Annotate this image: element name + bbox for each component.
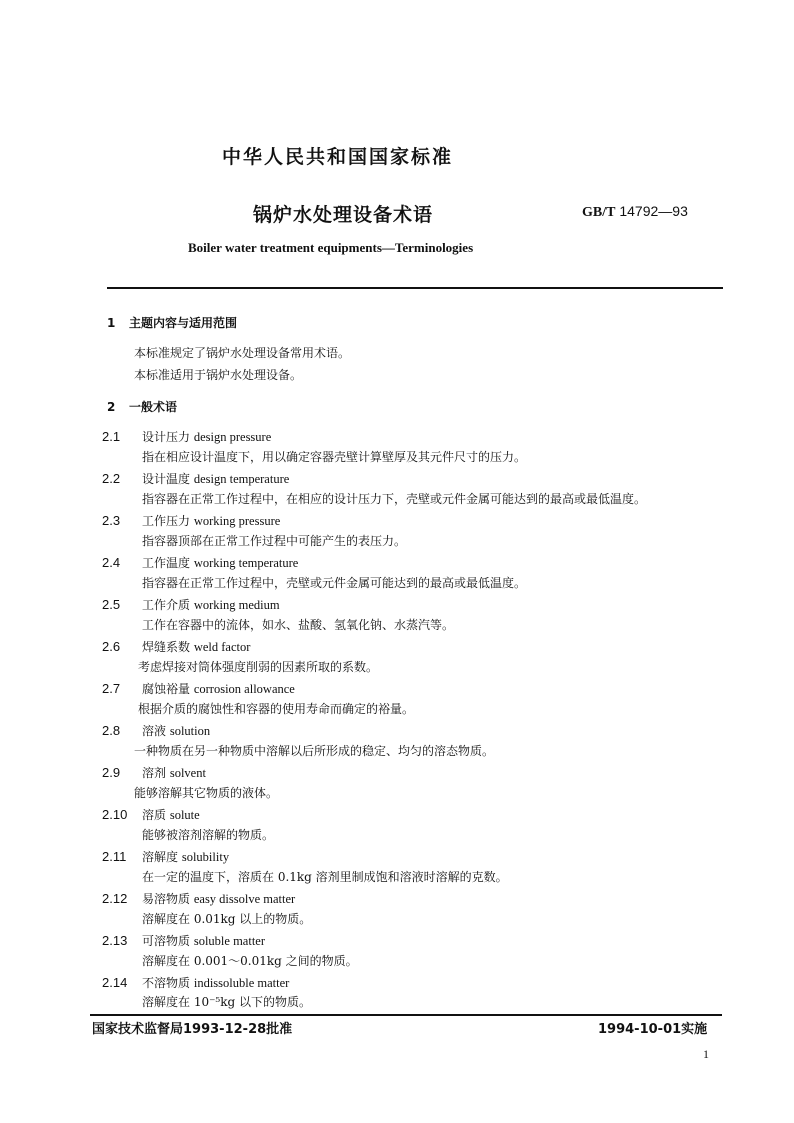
term-en: weld factor bbox=[193, 640, 251, 654]
section-number: 1 bbox=[107, 316, 116, 330]
term-number: 2.13 bbox=[102, 933, 128, 948]
term-definition: 在一定的温度下，溶质在 0.1kg 溶剂里制成饱和溶液时溶解的克数。 bbox=[142, 870, 508, 884]
term-en: solvent bbox=[169, 766, 206, 780]
standard-prefix: GB/T bbox=[582, 205, 616, 220]
term-number: 2.8 bbox=[102, 723, 121, 738]
term-number: 2.14 bbox=[102, 975, 128, 990]
term-number: 2.1 bbox=[102, 429, 121, 444]
term-definition: 一种物质在另一种物质中溶解以后所形成的稳定、均匀的溶态物质。 bbox=[134, 744, 495, 758]
term-en: solution bbox=[169, 724, 211, 738]
term-en: design pressure bbox=[193, 430, 272, 444]
section-1-paragraph-1: 本标准规定了锅炉水处理设备常用术语。 bbox=[134, 346, 351, 360]
term-definition: 指容器在正常工作过程中，壳壁或元件金属可能达到的最高或最低温度。 bbox=[142, 576, 527, 590]
term-zh: 工作温度 bbox=[142, 556, 191, 570]
term-heading bbox=[102, 722, 210, 739]
term-number: 2.6 bbox=[102, 639, 121, 654]
term-zh: 设计压力 bbox=[142, 430, 191, 444]
section-title: 一般术语 bbox=[129, 400, 178, 414]
term-heading bbox=[102, 764, 206, 781]
term-heading bbox=[102, 806, 200, 823]
term-en: working pressure bbox=[193, 514, 281, 528]
term-definition: 根据介质的腐蚀性和容器的使用寿命而确定的裕量。 bbox=[138, 702, 415, 716]
standard-number bbox=[582, 203, 688, 221]
term-heading bbox=[102, 848, 229, 865]
term-en: design temperature bbox=[193, 472, 290, 486]
term-heading bbox=[102, 470, 289, 487]
term-en: solubility bbox=[181, 850, 230, 864]
term-heading bbox=[102, 680, 295, 697]
page-number: 1 bbox=[703, 1047, 709, 1061]
term-zh: 可溶物质 bbox=[142, 934, 191, 948]
term-definition: 指在相应设计温度下，用以确定容器壳壁计算壁厚及其元件尺寸的压力。 bbox=[142, 450, 527, 464]
section-number: 2 bbox=[107, 400, 116, 414]
term-en: easy dissolve matter bbox=[193, 892, 296, 906]
term-en: corrosion allowance bbox=[193, 682, 295, 696]
national-standard-heading: 中华人民共和国国家标准 bbox=[222, 146, 454, 168]
term-definition: 工作在容器中的流体，如水、盐酸、氢氧化钠、水蒸汽等。 bbox=[142, 618, 455, 632]
term-definition: 能够被溶剂溶解的物质。 bbox=[142, 828, 275, 842]
term-number: 2.4 bbox=[102, 555, 121, 570]
term-zh: 溶剂 bbox=[142, 766, 167, 780]
term-zh: 焊缝系数 bbox=[142, 640, 191, 654]
term-number: 2.9 bbox=[102, 765, 121, 780]
term-number: 2.7 bbox=[102, 681, 121, 696]
term-en: solute bbox=[169, 808, 200, 822]
term-heading bbox=[102, 932, 265, 949]
term-zh: 工作介质 bbox=[142, 598, 191, 612]
section-title: 主题内容与适用范围 bbox=[129, 316, 238, 330]
term-number: 2.11 bbox=[102, 849, 127, 864]
footer-divider bbox=[90, 1014, 722, 1016]
term-zh: 不溶物质 bbox=[142, 976, 191, 990]
term-heading bbox=[102, 974, 289, 991]
term-definition: 能够溶解其它物质的液体。 bbox=[134, 786, 279, 800]
approval-date: 国家技术监督局1993-12-28批准 bbox=[92, 1022, 293, 1037]
term-number: 2.3 bbox=[102, 513, 121, 528]
term-number: 2.12 bbox=[102, 891, 128, 906]
term-zh: 腐蚀裕量 bbox=[142, 682, 191, 696]
document-title: 锅炉水处理设备术语 bbox=[253, 204, 434, 226]
section-1-paragraph-2: 本标准适用于锅炉水处理设备。 bbox=[134, 368, 303, 382]
term-definition: 溶解度在 0.001～0.01kg 之间的物质。 bbox=[142, 954, 358, 968]
term-definition: 考虑焊接对筒体强度削弱的因素所取的系数。 bbox=[138, 660, 379, 674]
term-number: 2.5 bbox=[102, 597, 121, 612]
term-zh: 溶解度 bbox=[142, 850, 179, 864]
term-definition: 指容器在正常工作过程中，在相应的设计压力下，壳壁或元件金属可能达到的最高或最低温度。 bbox=[142, 492, 647, 506]
standard-code: 14792—93 bbox=[615, 203, 688, 219]
term-heading bbox=[102, 890, 295, 907]
term-definition: 溶解度在 10⁻⁵kg 以下的物质。 bbox=[142, 995, 311, 1009]
term-heading bbox=[102, 428, 271, 445]
term-en: working temperature bbox=[193, 556, 299, 570]
term-heading bbox=[102, 596, 280, 613]
term-number: 2.10 bbox=[102, 807, 128, 822]
term-heading bbox=[102, 512, 280, 529]
effective-date: 1994-10-01实施 bbox=[598, 1022, 708, 1037]
term-zh: 溶液 bbox=[142, 724, 167, 738]
term-zh: 工作压力 bbox=[142, 514, 191, 528]
term-definition: 指容器顶部在正常工作过程中可能产生的表压力。 bbox=[142, 534, 407, 548]
term-definition: 溶解度在 0.01kg 以上的物质。 bbox=[142, 912, 312, 926]
term-zh: 设计温度 bbox=[142, 472, 191, 486]
term-zh: 溶质 bbox=[142, 808, 167, 822]
term-en: soluble matter bbox=[193, 934, 266, 948]
term-number: 2.2 bbox=[102, 471, 121, 486]
section-1-heading bbox=[107, 314, 237, 331]
term-en: working medium bbox=[193, 598, 280, 612]
term-heading bbox=[102, 638, 250, 655]
english-title: Boiler water treatment equipments—Terminologies bbox=[188, 240, 474, 255]
section-2-heading bbox=[107, 398, 177, 415]
term-zh: 易溶物质 bbox=[142, 892, 191, 906]
header-divider bbox=[107, 287, 723, 289]
term-heading bbox=[102, 554, 298, 571]
term-en: indissoluble matter bbox=[193, 976, 290, 990]
